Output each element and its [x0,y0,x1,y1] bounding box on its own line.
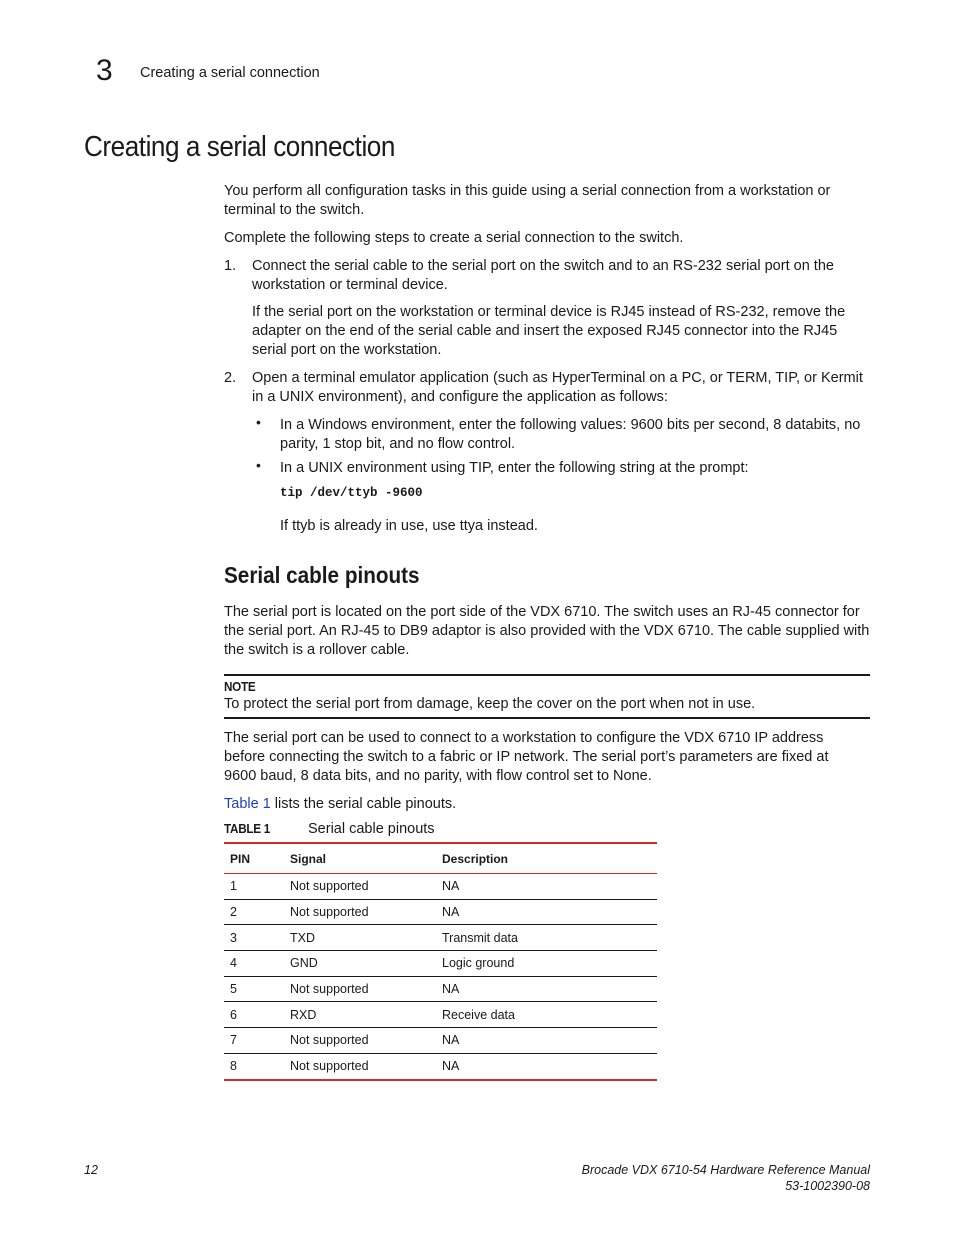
pin-cell: 6 [224,1002,290,1028]
description-cell: Logic ground [442,951,657,977]
table-row [224,899,657,925]
description-cell: NA [442,1053,657,1079]
table-row [224,1002,657,1028]
signal-cell: Not supported [290,1053,442,1079]
step-subtext: If the serial port on the workstation or terminal device is RJ45 instead of RS-232, remove the adapter on the end of the serial cable and insert the exposed RJ45 connector into the RJ45 serial port on the workstation. [252,304,846,358]
description-cell: Receive data [442,1002,657,1028]
signal-cell: RXD [290,1002,442,1028]
signal-cell: GND [290,951,442,977]
description-cell: NA [442,976,657,1002]
note-bottom-rule [224,717,870,719]
column-header: PIN [224,843,290,874]
bullet-text: In a UNIX environment using TIP, enter the following string at the prompt: [280,460,749,476]
note-label: NOTE [224,679,256,694]
description-cell: NA [442,1028,657,1054]
column-header: Description [442,843,657,874]
table-row [224,874,657,900]
serial-port-paragraph: The serial port can be used to connect to a workstation to configure the VDX 6710 IP address before connecting the switch to a fabric or IP network. The serial port’s parameters are fixed at 9600 baud, 8 data bits, and no parity, with flow control set to None. [224,730,829,784]
intro-paragraph: You perform all configuration tasks in this guide using a serial connection from a workstation or terminal to the switch. [224,183,831,218]
steps-intro-paragraph: Complete the following steps to create a serial connection to the switch. [224,230,684,246]
signal-cell: Not supported [290,1028,442,1054]
table-row [224,951,657,977]
signal-cell: Not supported [290,899,442,925]
note-text: To protect the serial port from damage, keep the cover on the port when not in use. [224,696,756,712]
note-top-rule [224,674,870,676]
description-cell: Transmit data [442,925,657,951]
pin-cell: 7 [224,1028,290,1054]
pin-cell: 4 [224,951,290,977]
signal-cell: TXD [290,925,442,951]
pin-cell: 8 [224,1053,290,1079]
subsection-title: Serial cable pinouts [224,562,420,588]
table-label: TABLE 1 [224,821,270,836]
description-cell: NA [442,899,657,925]
pinout-table [224,842,657,1081]
document-number: 53-1002390-08 [785,1179,870,1193]
table-reference [224,795,456,814]
table-header-row [224,843,657,874]
step-text: Connect the serial cable to the serial port on the switch and to an RS-232 serial port on the workstation or terminal device. [252,258,834,293]
table-row [224,1053,657,1079]
pin-cell: 5 [224,976,290,1002]
column-header: Signal [290,843,442,874]
pinout-paragraph: The serial port is located on the port side of the VDX 6710. The switch uses an RJ-45 connector for the serial port. An RJ-45 to DB9 adaptor is also provided with the VDX 6710. The cable supplied with the switch is a rollover cable. [224,604,870,658]
description-cell: NA [442,874,657,900]
chapter-number: 3 [96,54,113,87]
command-text: tip /dev/ttyb -9600 [280,486,423,500]
table-row [224,1028,657,1054]
step-number: 2. [224,370,237,386]
signal-cell: Not supported [290,874,442,900]
bullet-icon: • [256,457,261,473]
table-reference-text: lists the serial cable pinouts. [270,796,457,812]
table-row [224,976,657,1002]
section-title: Creating a serial connection [84,131,395,163]
signal-cell: Not supported [290,976,442,1002]
table-row [224,925,657,951]
step-number: 1. [224,258,237,274]
command-note: If ttyb is already in use, use ttya instead. [280,518,538,534]
bullet-icon: • [256,414,261,430]
running-header-title: Creating a serial connection [140,65,320,81]
step-text: Open a terminal emulator application (such as HyperTerminal on a PC, or TERM, TIP, or Kermit in a UNIX environment), and configure the application as follows: [252,370,863,405]
pin-cell: 1 [224,874,290,900]
table-1-link[interactable]: Table 1 [224,796,271,812]
pin-cell: 2 [224,899,290,925]
bullet-text: In a Windows environment, enter the following values: 9600 bits per second, 8 databits, no parity, 1 stop bit, and no flow control. [280,417,861,452]
table-caption: Serial cable pinouts [308,821,435,837]
pin-cell: 3 [224,925,290,951]
manual-title: Brocade VDX 6710-54 Hardware Reference Manual [581,1163,870,1177]
page-number: 12 [84,1163,98,1177]
